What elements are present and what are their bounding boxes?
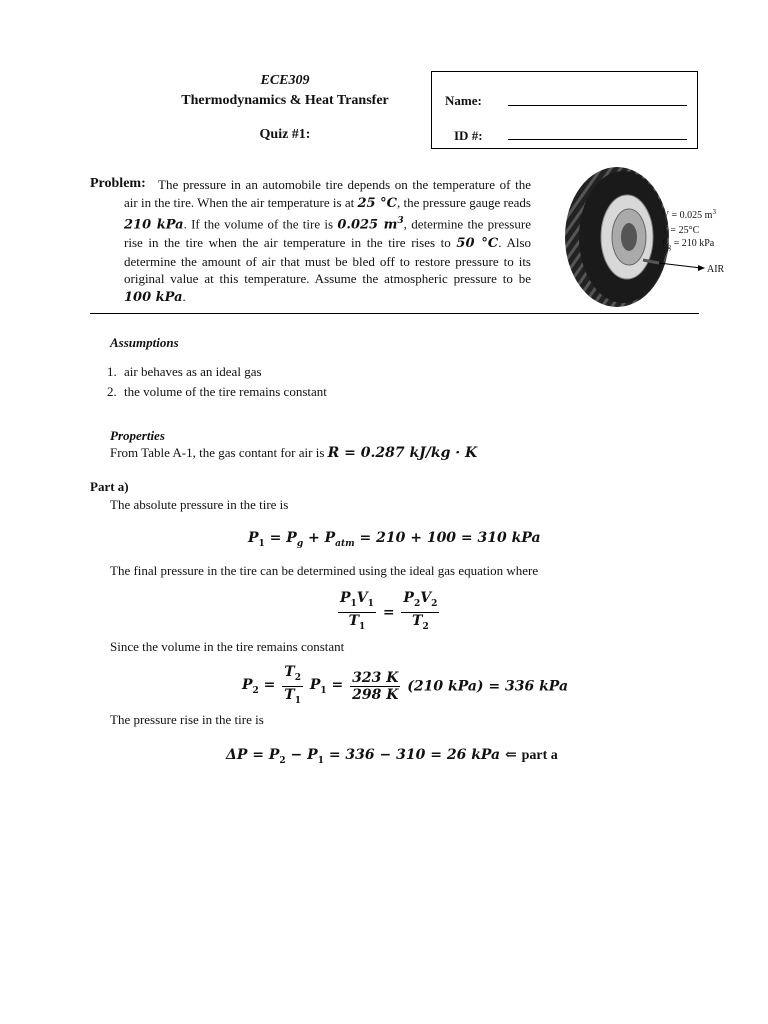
name-field[interactable] bbox=[508, 105, 687, 106]
name-label: Name: bbox=[445, 93, 482, 108]
wheel-hub bbox=[621, 223, 637, 251]
part-a-paragraph-2: The final pressure in the tire can be determined using the ideal gas equation where bbox=[110, 563, 539, 578]
id-label: ID #: bbox=[454, 128, 483, 143]
quiz-title: Quiz #1: bbox=[259, 127, 311, 142]
assumption-1-text: air behaves as an ideal gas bbox=[124, 364, 262, 379]
part-a-paragraph-3: Since the volume in the tire remains constant bbox=[110, 639, 345, 654]
gas-constant: R = 0.287 kJ/kg · K bbox=[327, 445, 478, 461]
equation-pressure-rise: $\Delta P = P_2 - P_1 = 336 - 310 = 26$ kPa ⇐ part a bbox=[226, 747, 558, 766]
assumptions-heading: Assumptions bbox=[110, 335, 179, 350]
air-arrow-head bbox=[698, 265, 705, 271]
properties-heading: Properties bbox=[110, 428, 165, 443]
assumption-2-text: the volume of the tire remains constant bbox=[124, 384, 327, 399]
assumption-1-number: 1. bbox=[107, 364, 117, 379]
equation-ideal-gas: $\frac{P_1V_1}{T_1}$ = $\frac{P_2V_2}{T_2}$ bbox=[340, 590, 438, 632]
problem-statement: The pressure in an automobile tire depends on the temperature of the air in the tire. When the air temperature is at 25 °C, the pressure gauge reads 210 kPa. If the volume of the tire is 0.025 $m^3$, determine the pressure rise in the tire when the air temperature in the tire rises to 50 °C. Also determine the amount of air that must be bled off to restore pressure to its original value at this temperature. Assume the atmospheric pressure to be 100 kPa. bbox=[124, 177, 532, 306]
temperature-label: T = 25°C bbox=[662, 225, 700, 236]
divider bbox=[90, 313, 699, 314]
air-arrow-line bbox=[659, 263, 701, 268]
part-a-heading: Part a) bbox=[90, 479, 129, 494]
problem-label: Problem: bbox=[90, 176, 146, 191]
air-label: AIR bbox=[707, 264, 725, 275]
assumption-2-number: 2. bbox=[107, 384, 117, 399]
part-a-answer-label: part a bbox=[521, 748, 558, 763]
id-field[interactable] bbox=[508, 139, 687, 140]
tire-illustration bbox=[555, 162, 735, 312]
equation-final-pressure: $P_2$ = $\frac{T_2}{T_1}$ $P_1$ = $\frac{323 K}{298 K}$ (210 kPa) = 336 kPa bbox=[242, 664, 569, 706]
volume-label: V = 0.025 $m^3$ bbox=[662, 208, 716, 221]
student-info-box bbox=[431, 71, 698, 149]
properties-text: From Table A-1, the gas contant for air is R = 0.287 kJ/kg · K bbox=[110, 445, 478, 461]
part-a-paragraph-4: The pressure rise in the tire is bbox=[110, 712, 264, 727]
course-code: ECE309 bbox=[260, 73, 310, 88]
tire-figure bbox=[555, 162, 735, 312]
pressure-label: $P_g = 210$ kPa bbox=[662, 238, 715, 251]
course-title: Thermodynamics & Heat Transfer bbox=[181, 93, 389, 108]
part-a-paragraph-1: The absolute pressure in the tire is bbox=[110, 497, 289, 512]
equation-absolute-pressure: $P_1 = P_g + P_{atm} = 210 + 100 = 310$ kPa bbox=[248, 530, 541, 549]
